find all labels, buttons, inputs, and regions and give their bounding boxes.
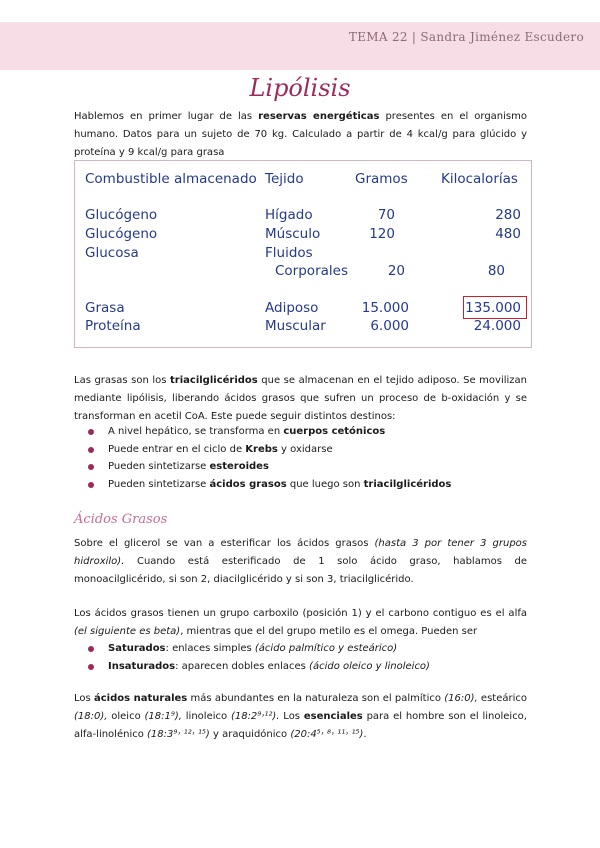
list-item: Pueden sintetizarse ácidos grasos que luego son triacilglicéridos [84,476,524,494]
bullet-icon [88,429,94,435]
destinations-list [84,423,524,493]
bullet-icon [88,447,94,453]
fatty-acids-paragraph: Los ácidos grasos tienen un grupo carboxilo (posición 1) y el carbono contiguo es el alfa (el siguiente es beta), mientras que el del grupo metilo es el omega. Pueden ser [74,608,527,637]
table-cell-fuel: Glucógeno [85,207,158,223]
intro-paragraph: Hablemos en primer lugar de las reservas energéticas presentes en el organismo humano. Datos para un sujeto de 70 kg. Calculado a partir de 4 kcal/g para glúcido y proteína y 9 kcal/g para grasa [74,111,527,158]
table-cell-tissue: Hígado [265,207,313,223]
list-item: Pueden sintetizarse esteroides [84,458,524,476]
section-title: Ácidos Grasos [74,512,168,527]
table-cell-tissue: Fluidos [265,245,313,261]
table-cell-tissue: Muscular [265,318,326,334]
table-cell-grams: 70 [377,207,395,223]
table-cell-fuel: Glucosa [85,245,139,261]
table-cell-tissue: Corporales [275,263,348,279]
table-cell-fuel: Grasa [85,300,125,316]
table-cell-grams: 15.000 [361,300,409,316]
bullet-icon [88,482,94,488]
table-cell-tissue: Músculo [265,226,321,242]
table-cell-kcal: 480 [495,226,521,242]
table-cell-grams: 20 [387,263,405,279]
table-cell-kcal: 280 [495,207,521,223]
table-header-tissue: Tejido [265,171,304,187]
table-cell-kcal: 80 [487,263,505,279]
bullet-icon [88,646,94,652]
energy-reserves-table [74,160,532,348]
bullet-icon [88,664,94,670]
list-item: Saturados: enlaces simples (ácido palmítico y esteárico) [84,640,524,658]
table-cell-tissue: Adiposo [265,300,319,316]
table-header-fuel: Combustible almacenado [85,171,257,187]
bullet-icon [88,464,94,470]
types-list [84,640,524,675]
fats-paragraph: Las grasas son los triacilglicéridos que se almacenan en el tejido adiposo. Se movilizan mediante lipólisis, liberando ácidos grasos que sufren un proceso de b-oxidación y se transforman en acetil CoA. Este puede seguir distintos destinos: [74,375,528,422]
table-cell-grams: 6.000 [370,318,409,334]
highlight-box [463,296,527,319]
table-header-kcal: Kilocalorías [441,171,518,187]
natural-acids-paragraph: Los ácidos naturales más abundantes en la naturaleza son el palmítico (16:0), esteárico (18:0), oleico (18:1⁹), linoleico (18:2⁹˒¹²). Los esenciales para el hombre son el linoleico, alfa-linolénico (18:3⁹˒ ¹²˒ ¹⁵) y araquidónico (20:4⁵˒ ⁸˒ ¹¹˒ ¹⁵). [74,693,527,740]
list-item: A nivel hepático, se transforma en cuerpos cetónicos [84,423,524,441]
table-header-grams: Gramos [355,171,408,187]
list-item: Puede entrar en el ciclo de Krebs y oxidarse [84,441,524,459]
table-cell-kcal: 135.000 [465,300,521,316]
table-cell-fuel: Glucógeno [85,226,158,242]
table-cell-grams: 120 [369,226,395,242]
page-title: Lipólisis [249,74,351,102]
list-item: Insaturados: aparecen dobles enlaces (ácido oleico y linoleico) [84,658,524,676]
glycerol-paragraph: Sobre el glicerol se van a esterificar los ácidos grasos (hasta 3 por tener 3 grupos hidroxilo). Cuando está esterificado de 1 solo ácido graso, hablamos de monoacilglicérido, si son 2, diacilglicérido y si son 3, triacilglicérido. [74,538,528,585]
table-cell-kcal: 24.000 [473,318,521,334]
header-text: TEMA 22 | Sandra Jiménez Escudero [348,30,584,44]
table-cell-fuel: Proteína [85,318,141,334]
